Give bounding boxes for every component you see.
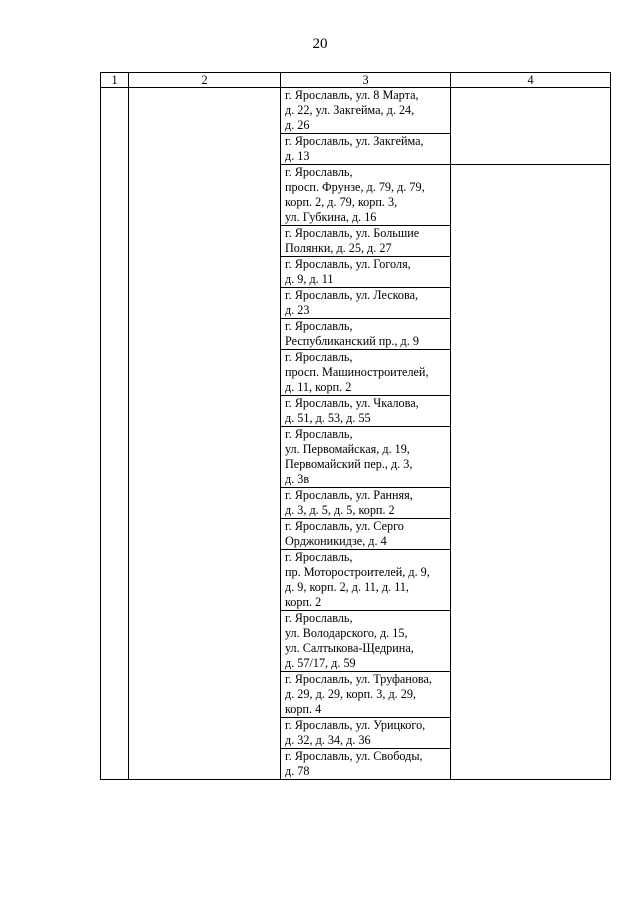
- address-cell: г. Ярославль, ул. Труфанова, д. 29, д. 29, корп. 3, д. 29, корп. 4: [281, 672, 451, 718]
- header-row: [101, 73, 611, 88]
- address-cell: г. Ярославль, ул. Большие Полянки, д. 25, д. 27: [281, 226, 451, 257]
- address-cell: г. Ярославль, ул. Первомайская, д. 19, Первомайский пер., д. 3, д. 3в: [281, 427, 451, 488]
- address-cell: г. Ярославль, просп. Фрунзе, д. 79, д. 79, корп. 2, д. 79, корп. 3, ул. Губкина, д. 16: [281, 165, 451, 226]
- page-number: 20: [312, 36, 328, 52]
- address-cell: г. Ярославль, ул. Урицкого, д. 32, д. 34, д. 36: [281, 718, 451, 749]
- addresses-table: [100, 72, 611, 780]
- table-row: [101, 88, 611, 134]
- address-cell: г. Ярославль, ул. Серго Орджоникидзе, д. 4: [281, 519, 451, 550]
- cell-col-4: [451, 88, 611, 165]
- address-cell: г. Ярославль, ул. Гоголя, д. 9, д. 11: [281, 257, 451, 288]
- address-cell: г. Ярославль, ул. Чкалова, д. 51, д. 53, д. 55: [281, 396, 451, 427]
- address-cell: г. Ярославль, ул. Володарского, д. 15, ул. Салтыкова-Щедрина, д. 57/17, д. 59: [281, 611, 451, 672]
- cell-col-1: [101, 88, 129, 780]
- address-cell: г. Ярославль, пр. Моторостроителей, д. 9, д. 9, корп. 2, д. 11, д. 11, корп. 2: [281, 550, 451, 611]
- cell-col-2: [129, 88, 281, 780]
- address-cell: г. Ярославль, ул. Закгейма, д. 13: [281, 134, 451, 165]
- address-cell: г. Ярославль, ул. Ранняя, д. 3, д. 5, д. 5, корп. 2: [281, 488, 451, 519]
- header-col-3: 3: [281, 73, 451, 88]
- header-col-2: 2: [129, 73, 281, 88]
- header-col-4: 4: [451, 73, 611, 88]
- address-cell: г. Ярославль, ул. Лескова, д. 23: [281, 288, 451, 319]
- header-col-1: 1: [101, 73, 129, 88]
- address-cell: г. Ярославль, просп. Машиностроителей, д. 11, корп. 2: [281, 350, 451, 396]
- cell-col-4: [451, 165, 611, 780]
- address-cell: г. Ярославль, ул. Свободы, д. 78: [281, 749, 451, 780]
- address-cell: г. Ярославль, Республиканский пр., д. 9: [281, 319, 451, 350]
- address-cell: г. Ярославль, ул. 8 Марта, д. 22, ул. Закгейма, д. 24, д. 26: [281, 88, 451, 134]
